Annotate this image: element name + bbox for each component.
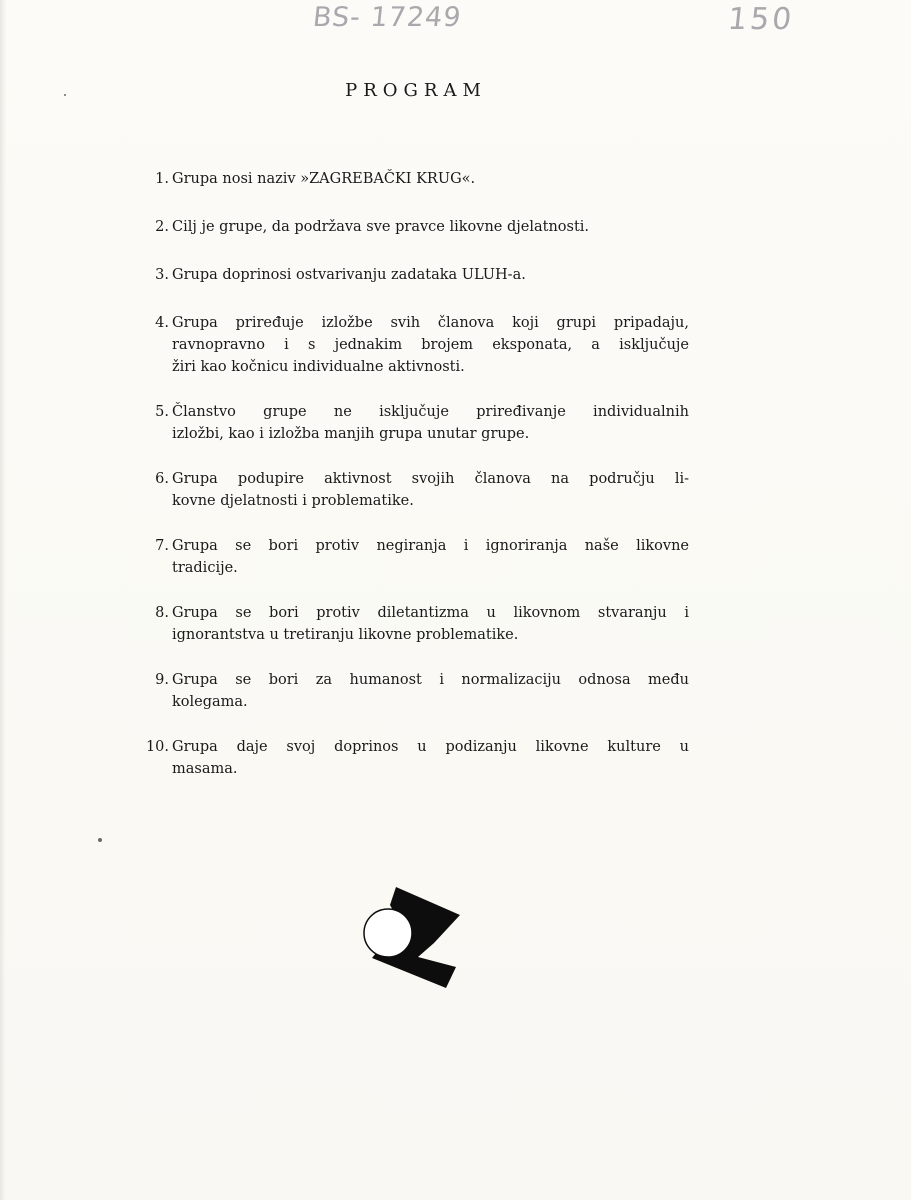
item-line: Grupa se bori protiv negiranja i ignoriranja naše likovne: [172, 538, 689, 554]
program-list: [141, 168, 689, 803]
item-line: Grupa priređuje izložbe svih članova koji grupi pripadaju,: [172, 315, 689, 331]
item-number: 6.: [155, 471, 169, 487]
item-number: 2.: [155, 219, 169, 235]
item-line: Grupa se bori protiv diletantizma u likovnom stvaranju i: [172, 605, 689, 621]
item-line: Grupa doprinosi ostvarivanju zadataka ULUH-a.: [172, 267, 526, 283]
item-line: kolegama.: [172, 694, 248, 710]
program-item: [141, 312, 689, 378]
program-item: [141, 216, 689, 238]
zagrebacki-krug-logo: [362, 885, 462, 988]
item-line: Grupa daje svoj doprinos u podizanju likovne kulture u: [172, 739, 689, 755]
logo-circle: [364, 909, 412, 957]
page-edge-shadow: [0, 0, 6, 1200]
item-line: masama.: [172, 761, 238, 777]
item-line: žiri kao kočnicu individualne aktivnosti.: [172, 359, 465, 375]
item-line: kovne djelatnosti i problematike.: [172, 493, 414, 509]
item-line: tradicije.: [172, 560, 238, 576]
item-line: ignorantstva u tretiranju likovne problematike.: [172, 627, 519, 643]
item-number: 5.: [155, 404, 169, 420]
program-item: [141, 468, 689, 512]
item-line: Članstvo grupe ne isključuje priređivanje individualnih: [172, 404, 689, 420]
program-item: [141, 602, 689, 646]
paper-speck: [64, 94, 66, 96]
program-item: [141, 669, 689, 713]
item-number: 1.: [155, 171, 169, 187]
item-line: Grupa se bori za humanost i normalizaciju odnosa među: [172, 672, 689, 688]
page-title: PROGRAM: [345, 80, 487, 101]
item-number: 10.: [145, 739, 169, 755]
item-number: 8.: [155, 605, 169, 621]
item-line: Grupa nosi naziv »ZAGREBAČKI KRUG«.: [172, 171, 476, 187]
item-line: izložbi, kao i izložba manjih grupa unutar grupe.: [172, 426, 530, 442]
program-item: [141, 401, 689, 445]
item-number: 7.: [155, 538, 169, 554]
program-item: [141, 264, 689, 286]
catalog-note: BS- 17249: [311, 2, 464, 33]
program-item: [141, 535, 689, 579]
page-number: 150: [726, 2, 797, 37]
item-line: ravnopravno i s jednakim brojem eksponata, a isključuje: [172, 337, 689, 353]
item-number: 9.: [155, 672, 169, 688]
program-item: [141, 736, 689, 780]
program-item: [141, 168, 689, 190]
item-number: 3.: [155, 267, 169, 283]
item-number: 4.: [155, 315, 169, 331]
item-line: Cilj je grupe, da podržava sve pravce likovne djelatnosti.: [172, 219, 590, 235]
paper-speck: [98, 838, 102, 842]
item-line: Grupa podupire aktivnost svojih članova na području li-: [172, 471, 689, 487]
